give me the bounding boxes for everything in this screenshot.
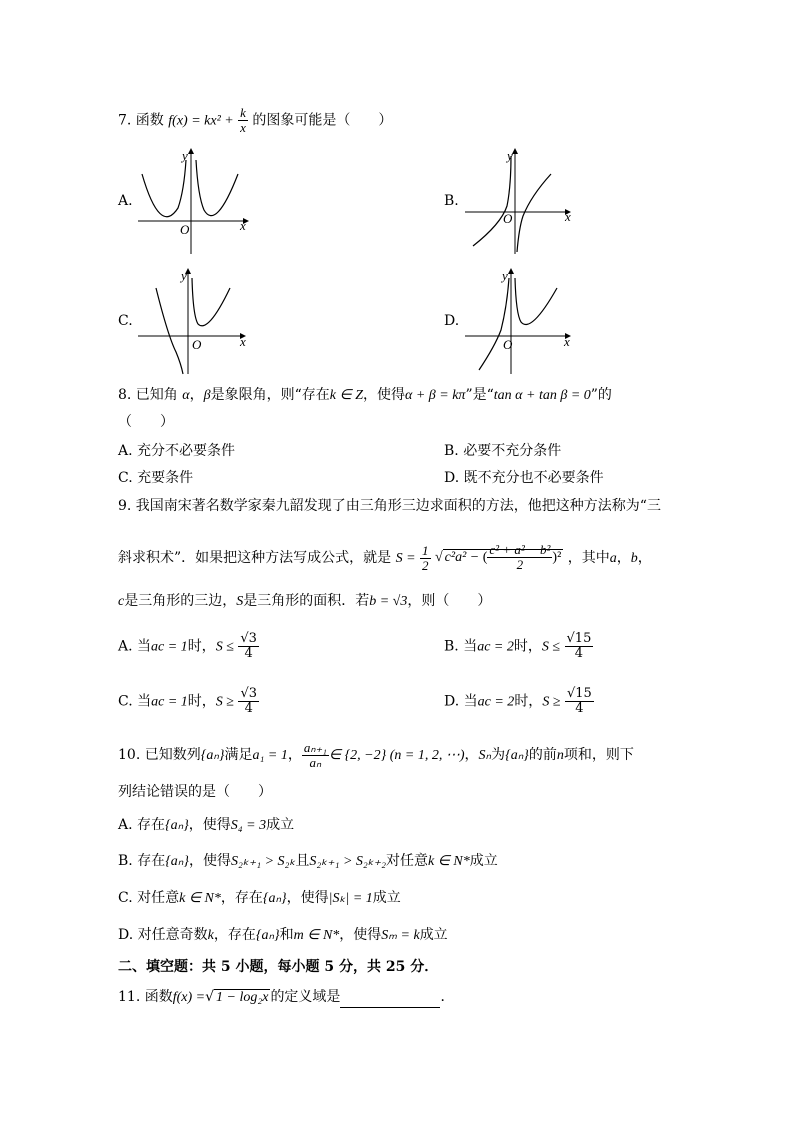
q10-d-expr: Sₘ = k [381, 928, 420, 943]
graph-a-y-label: y [182, 148, 188, 163]
q8-comma: ， [189, 387, 204, 403]
q8-k-in-z: k ∈ Z [329, 388, 363, 403]
q8-alpha: α [182, 388, 190, 403]
y-arrow-icon [508, 268, 514, 274]
q10-d-seq: {aₙ} [255, 928, 280, 943]
q10-d-mid1: ，存在 [213, 927, 256, 943]
q10-comma: ， [287, 747, 302, 763]
q9-inner-frac-den: 2 [516, 557, 524, 573]
q10-d-mid: ，使得 [339, 927, 382, 943]
q10-b-expr: S₂ₖ₊₁ > S₂ₖ [230, 854, 296, 869]
q9-inner-frac-num: c² + a² − b² [489, 542, 551, 558]
q9-var-a: a [609, 551, 617, 566]
q7-stem [118, 106, 392, 135]
q10-option-c [118, 888, 401, 909]
q9-d-cond: ac = 2 [477, 694, 515, 710]
q8-option-b: B. 必要不充分条件 [444, 443, 562, 459]
graph-b [465, 146, 580, 256]
y-arrow-icon [188, 148, 194, 154]
q10-text-c: ， [464, 747, 479, 763]
q9-a-pre: A. 当 [118, 638, 152, 655]
q9-half [420, 544, 431, 573]
graph-d-x-label: x [564, 334, 570, 349]
q10-b-post: 对任意 [385, 853, 428, 869]
q9-d-mid: 时， [514, 693, 543, 710]
q9-c-mid: 时， [187, 693, 216, 710]
graph-a-origin: O [180, 222, 190, 237]
q9-b-rel: S ≤ [541, 639, 561, 655]
q10-init: a₁ = 1 [252, 748, 288, 763]
q9-d-rel: S ≥ [542, 694, 561, 710]
q9-inner-a: c²a² − [444, 550, 480, 565]
q9-d-pre: D. 当 [444, 693, 478, 710]
q9-a-num: √3 [240, 631, 257, 646]
q9-sqrt: √ c²a² − ( $\frac{\text{c² + a² − b²}}{2}$ )² [434, 542, 562, 573]
q9-line1: 9. 我国南宋著名数学家秦九韶发现了由三角形三边求面积的方法，他把这种方法称为“三 [118, 498, 661, 514]
q10-c-expr: |Sₖ| = 1 [328, 891, 373, 906]
q9-option-b [444, 632, 593, 661]
q9-b-mid: 时， [513, 638, 542, 655]
q10-option-a [118, 815, 294, 836]
q7-tail: 的图象可能是（ ） [252, 112, 393, 129]
q9-var-c: c [118, 594, 125, 609]
q9-c-frac [238, 687, 259, 716]
q9-line3 [118, 591, 491, 612]
q10-b-mid: ，使得 [188, 853, 231, 869]
q9-cond: b = √3 [369, 594, 408, 609]
graph-c-y-label: y [181, 268, 187, 283]
graph-b-y-label: y [507, 148, 513, 163]
q9-var-s: S [236, 594, 244, 609]
q10-b-post2: 成立 [469, 853, 498, 869]
q10-c-mid1: ，存在 [220, 890, 263, 906]
q10-seq-2: {aₙ} [505, 748, 529, 763]
q9-d-frac [565, 687, 594, 716]
q10-n: n [556, 748, 564, 763]
q8-option-a: A. 充分不必要条件 [118, 443, 236, 459]
q10-option-b [118, 851, 498, 872]
q8-paren: （ ） [118, 414, 174, 430]
curve-left [473, 156, 511, 246]
q9-text-c: 是三角形的三边， [124, 593, 237, 609]
graph-c-origin: O [192, 337, 202, 352]
q9-b-frac [565, 632, 594, 661]
q7-option-a-label: A. [118, 193, 133, 209]
q8-text-d: ”是“ [465, 387, 494, 403]
q8-option-c: C. 充要条件 [118, 470, 194, 486]
q10-b-k: k ∈ N* [427, 854, 470, 869]
graph-b-x-label: x [565, 209, 571, 224]
q7-option-b-label: B. [444, 193, 459, 209]
q10-seq: {aₙ} [200, 748, 225, 763]
q10-stem [118, 740, 634, 771]
q9-a-frac [238, 632, 259, 661]
q9-b-pre: B. 当 [444, 638, 478, 655]
q8-option-d: D. 既不充分也不必要条件 [444, 470, 604, 486]
q10-d-and: 和 [279, 927, 294, 943]
q10-a-expr: S₄ = 3 [230, 818, 267, 833]
q10-ratio [302, 741, 329, 770]
q10-b-and: 且 [295, 853, 310, 869]
q9-d-den: 4 [575, 701, 584, 716]
q11-tail: 的定义域是 [270, 989, 341, 1005]
q10-text-d: 为 [491, 747, 506, 763]
q10-text-e: 的前 [528, 747, 557, 763]
q10-a-pre: A. 存在 [118, 817, 166, 833]
q10-c-post: 成立 [372, 890, 401, 906]
q11-inner: 1 − log₂x [216, 990, 269, 1005]
q11-answer-blank[interactable] [340, 993, 440, 1008]
q10-d-m: m ∈ N* [293, 928, 340, 943]
q9-text-a: 斜求积术”．如果把这种方法写成公式，就是 [118, 550, 392, 566]
q9-c-num: √3 [240, 686, 257, 701]
graph-b-origin: O [503, 211, 513, 226]
q11-stem: 11. 函数f(x) =√ 1 − log₂x 的定义域是 ． [118, 987, 454, 1008]
q10-text-b: 满足 [224, 747, 253, 763]
q10-set: ∈ {2, −2} (n = 1, 2, ⋯) [328, 748, 465, 763]
q10-c-seq: {aₙ} [262, 891, 287, 906]
q9-c-cond: ac = 1 [151, 694, 188, 710]
q7-frac-num: k [240, 105, 246, 120]
graph-d-origin: O [503, 337, 513, 352]
q10-text-f: 项和，则下 [563, 747, 634, 763]
q9-c-rel: S ≥ [215, 694, 234, 710]
q11-label: 11. 函数 [118, 989, 173, 1005]
q8-text-c: ，使得 [362, 387, 405, 403]
q9-text-e: ，则（ ） [407, 593, 492, 609]
q9-inner-frac [487, 543, 552, 572]
q10-line2: 列结论错误的是（ ） [118, 784, 272, 800]
q9-b-den: 4 [574, 646, 584, 661]
q9-half-den: 2 [422, 557, 429, 573]
q10-d-pre: D. 对任意奇数 [118, 927, 208, 943]
q10-d-post: 成立 [419, 927, 448, 943]
q7-frac-den: x [240, 120, 246, 135]
q9-line2: 斜求积术”．如果把这种方法写成公式，就是 S = $\frac{1}{2}$ √ c²a² − ( $\frac{\text{c² + a² − b²}}{2}$ )² ，其中a，b， [118, 538, 652, 579]
q9-a-mid: 时， [187, 638, 216, 655]
q9-option-c [118, 687, 259, 716]
q9-c-pre: C. 当 [118, 693, 152, 710]
q9-a-rel: S ≤ [215, 639, 234, 655]
graph-d [465, 266, 580, 376]
q10-label: 10. 已知数列 [118, 747, 201, 763]
graph-c-x-label: x [240, 334, 246, 349]
q9-text-d: 是三角形的面积．若 [243, 593, 370, 609]
curve-right [517, 174, 551, 252]
q8-label: 8. 已知角 [118, 387, 178, 403]
q10-c-pre: C. 对任意 [118, 890, 180, 906]
q11-func: f(x) = [172, 990, 206, 1005]
q10-b-expr2: S₂ₖ₊₁ > S₂ₖ₊₂ [309, 854, 386, 869]
graph-a [138, 146, 258, 256]
graph-a-x-label: x [240, 218, 246, 233]
q9-b-cond: ac = 2 [477, 639, 514, 655]
q8-beta: β [203, 388, 211, 403]
curve-right [192, 278, 230, 326]
q10-a-post: 成立 [266, 817, 295, 833]
q10-a-mid: ，使得 [188, 817, 231, 833]
q7-frac [238, 106, 248, 135]
q10-option-d [118, 925, 448, 946]
q9-var-b: b [630, 551, 638, 566]
q9-option-d [444, 687, 594, 716]
q10-b-seq: {aₙ} [165, 854, 189, 869]
q10-b-pre: B. 存在 [118, 853, 166, 869]
q10-sn: Sₙ [478, 748, 492, 763]
q8-text-b: 是象限角，则“存在 [210, 387, 330, 403]
q9-option-a [118, 632, 259, 661]
q8-text-e: ”的 [590, 387, 612, 403]
graph-c [138, 266, 258, 376]
q10-c-mid: ，使得 [286, 890, 329, 906]
curve-left [142, 160, 186, 217]
section-heading: 二、填空题：共 5 小题，每小题 5 分，共 25 分． [118, 959, 439, 975]
q10-d-k: k [207, 928, 214, 943]
q9-a-cond: ac = 1 [151, 639, 188, 655]
q10-c-k: k ∈ N* [179, 891, 221, 906]
q7-option-c-label: C. [118, 313, 133, 329]
q10-ratio-num: aₙ₊₁ [303, 739, 327, 755]
q9-a-den: 4 [244, 646, 253, 661]
graph-d-y-label: y [502, 268, 508, 283]
curve-right [515, 278, 557, 324]
q7-option-d-label: D. [444, 313, 460, 329]
q8-eq1: α + β = kπ [404, 388, 466, 403]
q10-ratio-den: aₙ [309, 754, 322, 770]
curve-right [196, 160, 238, 216]
q9-b-num: √15 [566, 631, 592, 646]
q9-formula-s: S = [395, 551, 416, 566]
curve-left [156, 288, 183, 374]
q7-label: 7. 函数 [118, 112, 164, 129]
q11-end: ． [440, 989, 455, 1005]
q9-text-b: ，其中 [567, 550, 610, 566]
q8-eq2: tan α + tan β = 0 [493, 388, 591, 403]
q9-c-den: 4 [244, 701, 253, 716]
q7-func: f(x) = kx² + [168, 113, 234, 129]
q9-half-num: 1 [422, 542, 429, 558]
q9-d-num: √15 [566, 686, 592, 701]
curve-left [479, 278, 509, 370]
q8-stem [118, 385, 612, 406]
q10-a-seq: {aₙ} [165, 818, 189, 833]
